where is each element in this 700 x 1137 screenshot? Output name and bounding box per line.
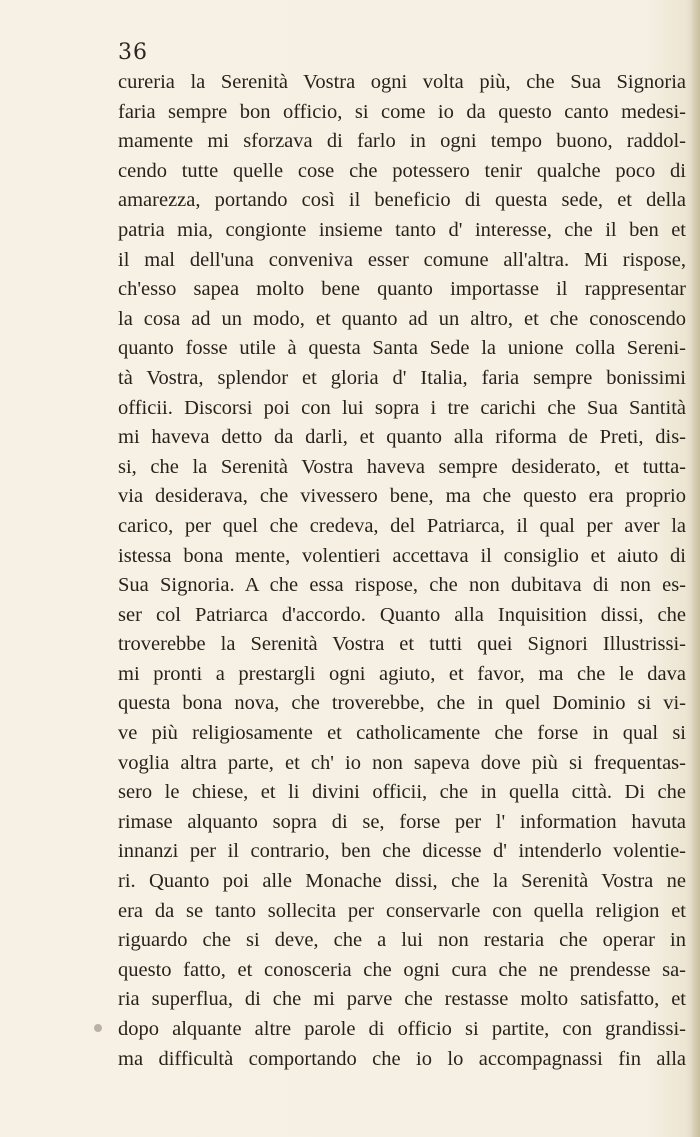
text-line: istessa bona mente, volentieri accettava il consiglio et aiuto di — [118, 544, 686, 567]
text-line: amarezza, portando così il beneficio di questa sede, et della — [118, 189, 686, 212]
text-line: ser col Patriarca d'accordo. Quanto alla Inquisition dissi, che — [118, 603, 686, 626]
text-line: tà Vostra, splendor et gloria d' Italia, faria sempre bonissimi — [118, 366, 686, 389]
text-line: rimase alquanto sopra di se, forse per l' information havuta — [118, 810, 686, 833]
text-line: era da se tanto sollecita per conservarle con quella religion et — [118, 899, 686, 922]
text-line: quanto fosse utile à questa Santa Sede la unione colla Sereni- — [118, 337, 686, 360]
text-line: troverebbe la Serenità Vostra et tutti quei Signori Illustrissi- — [118, 633, 686, 656]
text-line: via desiderava, che vivessero bene, ma che questo era proprio — [118, 485, 686, 508]
text-line: ch'esso sapea molto bene quanto importasse il rappresentar — [118, 278, 686, 301]
text-line: cendo tutte quelle cose che potessero tenir qualche poco di — [118, 159, 686, 182]
text-line: si, che la Serenità Vostra haveva sempre desiderato, et tutta- — [118, 455, 686, 478]
body-text — [118, 68, 686, 1074]
page-number: 36 — [118, 40, 148, 65]
text-line: dopo alquante altre parole di officio si partite, con grandissi- — [118, 1018, 686, 1040]
text-line: mi pronti a prestargli ogni agiuto, et favor, ma che le dava — [118, 662, 686, 685]
text-line: faria sempre bon officio, si come io da questo canto medesi- — [118, 100, 686, 123]
text-line: sero le chiese, et li divini officii, che in quella città. Di che — [118, 781, 686, 804]
text-line: mi haveva detto da darli, et quanto alla riforma de Preti, dis- — [118, 426, 686, 449]
text-line: la cosa ad un modo, et quanto ad un altro, et che conoscendo — [118, 307, 686, 330]
text-line: ria superflua, di che mi parve che restasse molto satisfatto, et — [118, 988, 686, 1011]
text-line: il mal dell'una conveniva esser comune all'altra. Mi rispose, — [118, 248, 686, 271]
text-line: ri. Quanto poi alle Monache dissi, che la Serenità Vostra ne — [118, 870, 686, 893]
ink-spot — [94, 1024, 102, 1032]
text-line: cureria la Serenità Vostra ogni volta più, che Sua Signoria — [118, 71, 686, 93]
text-line: voglia altra parte, et ch' io non sapeva dove più si frequentas- — [118, 751, 686, 774]
text-line: innanzi per il contrario, ben che dicesse d' intenderlo volentie- — [118, 840, 686, 863]
text-line: mamente mi sforzava di farlo in ogni tempo buono, raddol- — [118, 130, 686, 153]
text-line: questa bona nova, che troverebbe, che in quel Dominio si vi- — [118, 692, 686, 715]
text-line: ve più religiosamente et catholicamente che forse in qual si — [118, 722, 686, 745]
text-line: Sua Signoria. A che essa rispose, che non dubitava di non es- — [118, 574, 686, 597]
text-line: carico, per quel che credeva, del Patriarca, il qual per aver la — [118, 514, 686, 537]
text-line: questo fatto, et conosceria che ogni cura che ne prendesse sa- — [118, 958, 686, 981]
text-line: officii. Discorsi poi con lui sopra i tre carichi che Sua Santità — [118, 396, 686, 419]
text-line: patria mia, congionte insieme tanto d' interesse, che il ben et — [118, 218, 686, 241]
text-line: riguardo che si deve, che a lui non restaria che operar in — [118, 929, 686, 952]
text-line: ma difficultà comportando che io lo accompagnassi fin alla — [118, 1047, 686, 1070]
page-edge-shadow — [690, 0, 700, 1137]
